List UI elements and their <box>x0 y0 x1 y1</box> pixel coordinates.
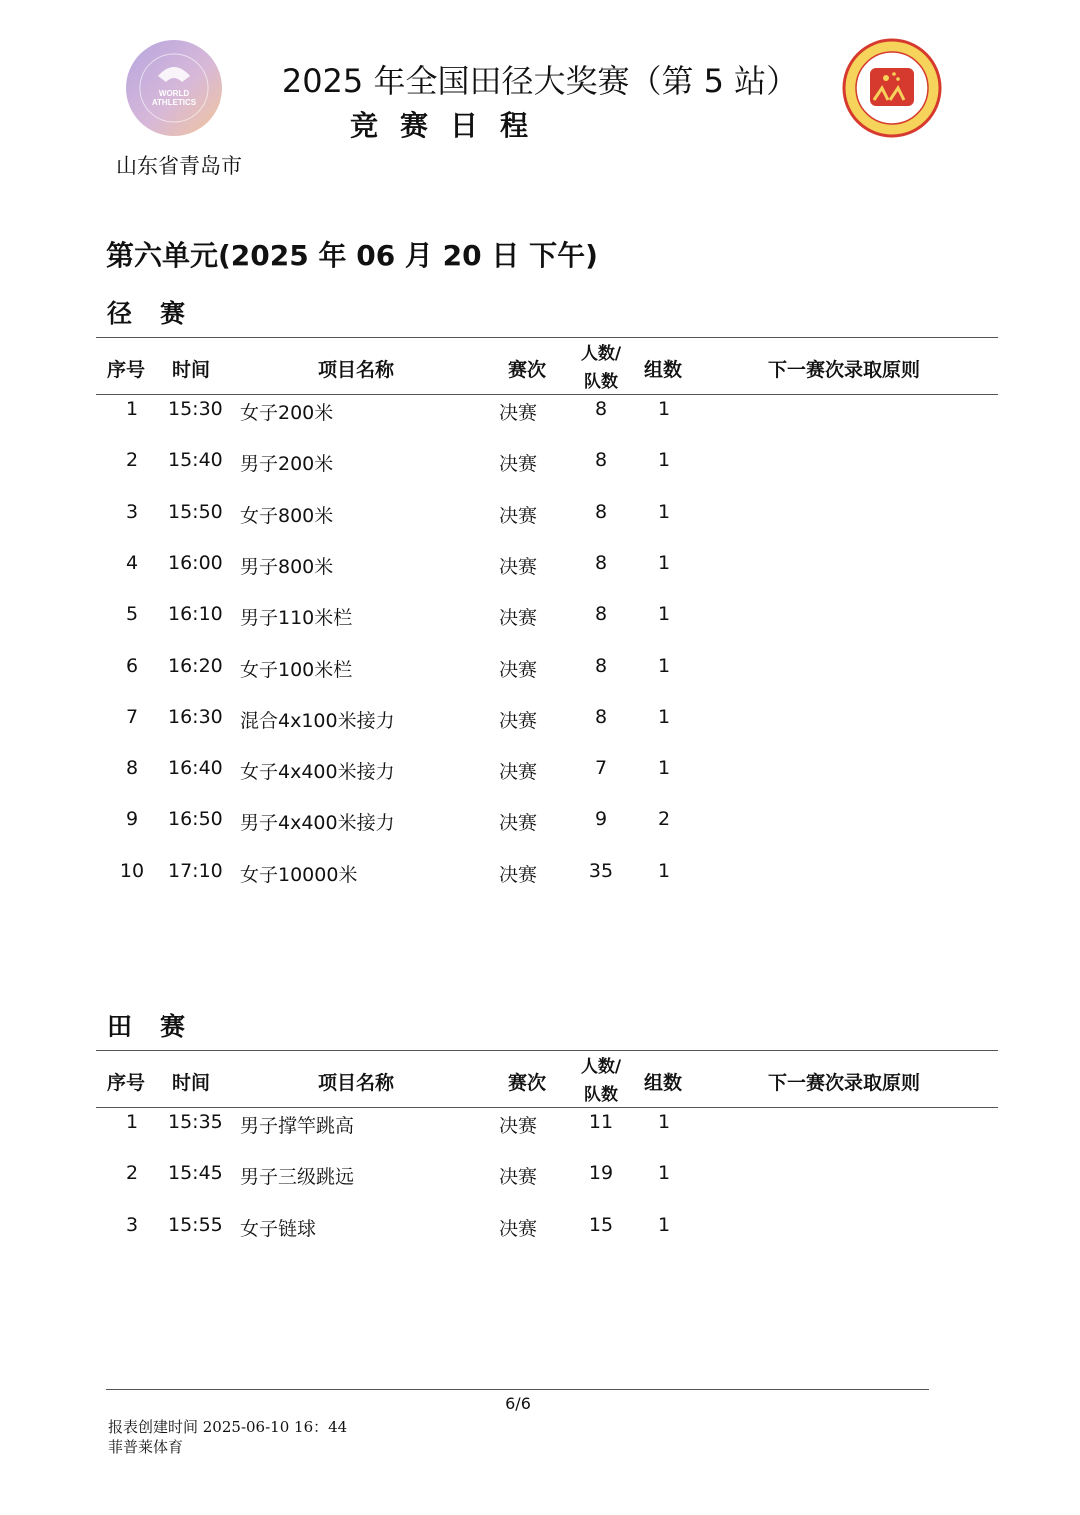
cell-no: 6 <box>125 655 139 677</box>
table-row <box>0 655 1080 681</box>
cell-groups: 1 <box>657 757 671 779</box>
col-count-line2: 队数 <box>584 1085 618 1105</box>
cell-event: 女子链球 <box>240 1218 317 1240</box>
table-row <box>0 1111 1080 1137</box>
cell-count: 8 <box>594 552 608 574</box>
cell-event: 女子10000米 <box>240 864 358 886</box>
cell-time: 15:30 <box>168 398 223 420</box>
cell-time: 15:35 <box>168 1111 223 1133</box>
svg-text:ATHLETICS: ATHLETICS <box>151 98 197 107</box>
cell-time: 15:50 <box>168 501 223 523</box>
cell-groups: 1 <box>657 552 671 574</box>
col-count-line2: 队数 <box>584 372 618 392</box>
cell-event: 男子三级跳远 <box>240 1166 355 1188</box>
cell-no: 5 <box>125 603 139 625</box>
col-rule: 下一赛次录取原则 <box>768 359 921 381</box>
document-title: 2025 年全国田径大奖赛（第 5 站） <box>281 62 799 100</box>
report-created-time: 报表创建时间 2025-06-10 16：44 <box>108 1418 348 1436</box>
cell-count: 11 <box>588 1111 614 1133</box>
col-no: 序号 <box>107 359 146 381</box>
cell-no: 3 <box>125 501 139 523</box>
cell-no: 2 <box>125 1162 139 1184</box>
cell-round: 决赛 <box>499 1218 538 1240</box>
cell-round: 决赛 <box>499 1115 538 1137</box>
cell-event: 男子撑竿跳高 <box>240 1115 355 1137</box>
svg-text:WORLD: WORLD <box>158 89 190 98</box>
col-groups: 组数 <box>644 1072 683 1094</box>
table-row <box>0 552 1080 578</box>
cell-count: 8 <box>594 603 608 625</box>
cell-count: 15 <box>588 1214 614 1236</box>
document-subtitle: 竞赛日程 <box>349 109 550 142</box>
col-event: 项目名称 <box>318 1072 395 1094</box>
cell-groups: 1 <box>657 706 671 728</box>
cell-no: 8 <box>125 757 139 779</box>
cell-event: 女子100米栏 <box>240 659 353 681</box>
track-header-bottom-rule <box>96 394 998 395</box>
cell-groups: 2 <box>657 808 671 830</box>
cell-time: 17:10 <box>168 860 223 882</box>
cell-count: 19 <box>588 1162 614 1184</box>
chinese-athletics-association-logo <box>842 38 942 138</box>
field-section-label: 田赛 <box>107 1012 214 1041</box>
cell-round: 决赛 <box>499 453 538 475</box>
cell-no: 10 <box>119 860 145 882</box>
table-row <box>0 603 1080 629</box>
world-athletics-logo <box>124 38 224 138</box>
page-number: 6/6 <box>505 1394 531 1413</box>
table-row <box>0 398 1080 424</box>
cell-round: 决赛 <box>499 556 538 578</box>
cell-groups: 1 <box>657 449 671 471</box>
cell-count: 7 <box>594 757 608 779</box>
cell-no: 9 <box>125 808 139 830</box>
cell-time: 16:50 <box>168 808 223 830</box>
cell-event: 男子200米 <box>240 453 334 475</box>
cell-round: 决赛 <box>499 812 538 834</box>
cell-time: 15:55 <box>168 1214 223 1236</box>
cell-no: 2 <box>125 449 139 471</box>
table-row <box>0 501 1080 527</box>
cell-count: 8 <box>594 706 608 728</box>
table-row <box>0 757 1080 783</box>
col-count <box>570 1053 632 1109</box>
cell-groups: 1 <box>657 1214 671 1236</box>
cell-event: 男子110米栏 <box>240 607 353 629</box>
cell-round: 决赛 <box>499 710 538 732</box>
cell-groups: 1 <box>657 1162 671 1184</box>
cell-time: 15:40 <box>168 449 223 471</box>
cell-no: 1 <box>125 1111 139 1133</box>
cell-no: 1 <box>125 398 139 420</box>
table-row <box>0 706 1080 732</box>
cell-round: 决赛 <box>499 505 538 527</box>
col-no: 序号 <box>107 1072 146 1094</box>
cell-count: 8 <box>594 449 608 471</box>
table-row <box>0 808 1080 834</box>
cell-count: 9 <box>594 808 608 830</box>
table-row <box>0 449 1080 475</box>
col-count <box>570 340 632 396</box>
col-rule: 下一赛次录取原则 <box>768 1072 921 1094</box>
cell-groups: 1 <box>657 860 671 882</box>
cell-no: 4 <box>125 552 139 574</box>
col-round: 赛次 <box>508 359 547 381</box>
col-time: 时间 <box>172 1072 211 1094</box>
cell-round: 决赛 <box>499 402 538 424</box>
cell-groups: 1 <box>657 501 671 523</box>
cell-time: 16:10 <box>168 603 223 625</box>
cell-event: 混合4x100米接力 <box>240 710 395 732</box>
cell-count: 8 <box>594 655 608 677</box>
cell-time: 15:45 <box>168 1162 223 1184</box>
cell-round: 决赛 <box>499 864 538 886</box>
col-time: 时间 <box>172 359 211 381</box>
cell-count: 8 <box>594 501 608 523</box>
cell-round: 决赛 <box>499 607 538 629</box>
col-groups: 组数 <box>644 359 683 381</box>
cell-time: 16:00 <box>168 552 223 574</box>
track-header-top-rule <box>96 337 998 338</box>
cell-event: 男子800米 <box>240 556 334 578</box>
session-title: 第六单元(2025 年 06 月 20 日 下午) <box>106 239 598 272</box>
cell-event: 女子800米 <box>240 505 334 527</box>
company-name: 菲普莱体育 <box>108 1438 184 1456</box>
venue-city: 山东省青岛市 <box>116 154 242 178</box>
col-count-line1: 人数/ <box>580 344 622 364</box>
cell-groups: 1 <box>657 398 671 420</box>
cell-event: 女子200米 <box>240 402 334 424</box>
cell-count: 8 <box>594 398 608 420</box>
field-header-bottom-rule <box>96 1107 998 1108</box>
col-round: 赛次 <box>508 1072 547 1094</box>
table-row <box>0 1214 1080 1240</box>
cell-groups: 1 <box>657 603 671 625</box>
col-event: 项目名称 <box>318 359 395 381</box>
cell-groups: 1 <box>657 655 671 677</box>
cell-event: 男子4x400米接力 <box>240 812 395 834</box>
cell-time: 16:40 <box>168 757 223 779</box>
cell-no: 7 <box>125 706 139 728</box>
cell-groups: 1 <box>657 1111 671 1133</box>
table-row <box>0 1162 1080 1188</box>
field-header-top-rule <box>96 1050 998 1051</box>
cell-no: 3 <box>125 1214 139 1236</box>
cell-time: 16:20 <box>168 655 223 677</box>
cell-round: 决赛 <box>499 1166 538 1188</box>
footer-rule <box>106 1389 929 1390</box>
cell-round: 决赛 <box>499 761 538 783</box>
table-row <box>0 860 1080 886</box>
col-count-line1: 人数/ <box>580 1057 622 1077</box>
cell-event: 女子4x400米接力 <box>240 761 395 783</box>
cell-round: 决赛 <box>499 659 538 681</box>
cell-count: 35 <box>588 860 614 882</box>
cell-time: 16:30 <box>168 706 223 728</box>
track-section-label: 径赛 <box>107 299 214 328</box>
